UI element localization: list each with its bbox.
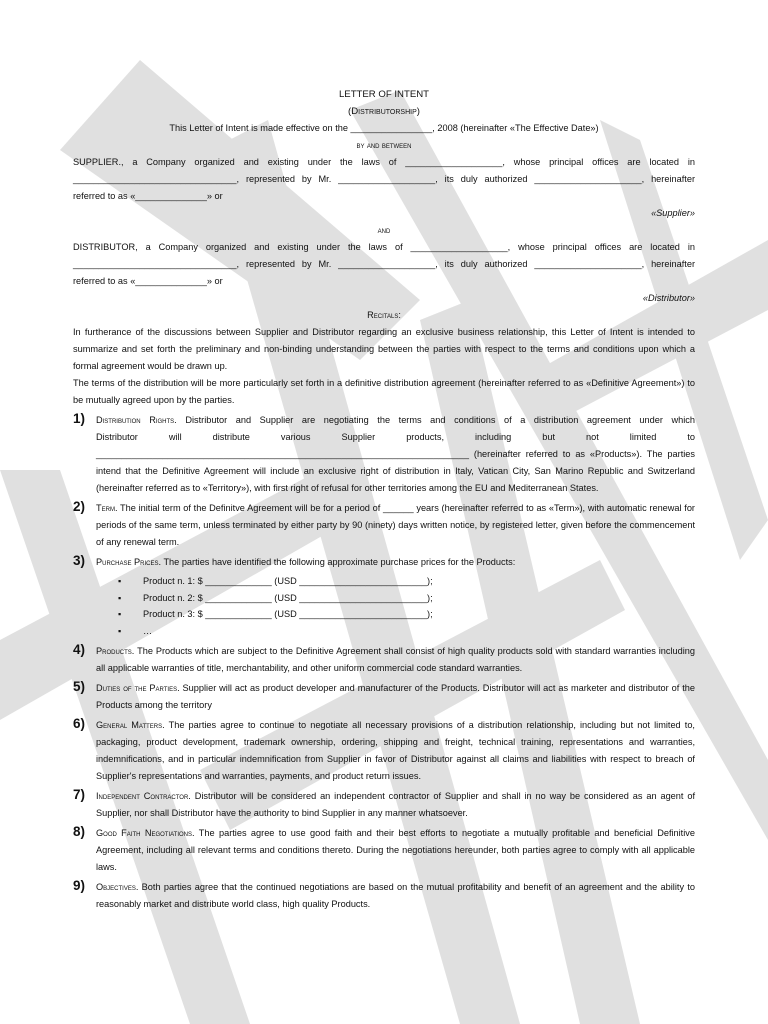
by-and-between: by and between bbox=[356, 140, 412, 150]
clause-number: 5) bbox=[73, 679, 86, 694]
clause-number: 1) bbox=[73, 411, 86, 426]
clause-text: The parties agree to continue to negotiate all necessary provisions of a distribution relationship, including but not limited to, packaging, product development, trademark ownership, ordering, shipping and freight, technical training, representations and warranties, indemnifications, and in particular indemnification from Supplier in favor of Distributor against all claims and liabilities with respect to breach of Supplier's representations and warranties, payments, and product return issues. bbox=[96, 720, 695, 781]
clause-heading: Duties of the Parties. bbox=[96, 683, 180, 693]
clause-text-line-2: Distributor will distribute various Supplier products, including but not limited to bbox=[96, 432, 695, 442]
clause-8 bbox=[73, 825, 695, 876]
clause-3 bbox=[73, 554, 695, 571]
distributor-line-1: DISTRIBUTOR, a Company organized and existing under the laws of ___________________, whose principal offices are located in bbox=[73, 242, 695, 252]
clause-1 bbox=[73, 412, 695, 497]
supplier-block bbox=[73, 154, 695, 222]
clause-heading: Independent Contractor. bbox=[96, 791, 191, 801]
clause-text: _________________________________________________________________________ (hereinafter referred to as «Products»). The parties intend that the Definitive Agreement will include an exclusive right of distribution in Italy, Vatican City, San Marino Republic and Switzerland (hereinafter referred as to «Territory»), with first right of refusal for other territories among the EU and Mediterranean States. bbox=[96, 449, 695, 493]
clause-text: Distributor will be considered an independent contractor of Supplier and shall in no way be considered as an agent of Supplier, nor shall Distributor have the authority to bind Supplier in any manner whatsoever. bbox=[96, 791, 695, 818]
recitals-paragraph-1: In furtherance of the discussions between Supplier and Distributor regarding an exclusive business relationship, this Letter of Intent is intended to summarize and set forth the preliminary and non-binding understanding between the parties with respect to the terms and conditions upon which a formal agreement would be drawn up. bbox=[73, 327, 695, 371]
clause-5 bbox=[73, 680, 695, 714]
clause-number: 8) bbox=[73, 824, 86, 839]
clause-text: Supplier will act as product developer and manufacturer of the Products. Distributor will act as marketer and distributor of the Products among the territory bbox=[96, 683, 695, 710]
clause-6 bbox=[73, 717, 695, 785]
clause-number: 3) bbox=[73, 553, 86, 568]
clause-number: 7) bbox=[73, 787, 86, 802]
clause-text: The parties have identified the following approximate purchase prices for the Products: bbox=[163, 557, 516, 567]
clause-9 bbox=[73, 879, 695, 913]
price-list bbox=[73, 573, 695, 639]
clause-4 bbox=[73, 643, 695, 677]
price-item-4: ▪ … bbox=[118, 623, 695, 640]
and-separator: and bbox=[377, 225, 391, 235]
distributor-tag: «Distributor» bbox=[642, 293, 695, 303]
clause-number: 9) bbox=[73, 878, 86, 893]
supplier-tag: «Supplier» bbox=[651, 208, 695, 218]
document-title: LETTER OF INTENT bbox=[338, 89, 430, 100]
price-item-1: ▪ Product n. 1: $ _____________ (USD _________________________); bbox=[118, 573, 695, 590]
clause-heading: Purchase Prices. bbox=[96, 557, 162, 567]
clause-number: 4) bbox=[73, 642, 86, 657]
clause-text: The initial term of the Definitve Agreement will be for a period of ______ years (hereinafter referred to as «Term»), with automatic renewal for periods of the same term, unless terminated by either party by 90 (ninety) days written notice, by registered letter, given before the commencement of any renewal term. bbox=[96, 503, 695, 547]
distributor-line-3: referred to as «______________» or bbox=[73, 276, 223, 286]
supplier-line-2: ________________________________, represented by Mr. ___________________, its duly authorized _____________________, hereinafter bbox=[73, 174, 695, 184]
clause-heading: Term. bbox=[96, 503, 118, 513]
clause-number: 6) bbox=[73, 716, 86, 731]
clause-heading: Objectives. bbox=[96, 882, 139, 892]
distributor-block bbox=[73, 239, 695, 307]
clause-7 bbox=[73, 788, 695, 822]
clause-text-line-1: Distributor and Supplier are negotiating the terms and conditions of a distribution agreement under which bbox=[185, 415, 695, 425]
clause-2 bbox=[73, 500, 695, 551]
effective-date-line: This Letter of Intent is made effective on the ________________, 2008 (hereinafter «The Effective Date») bbox=[169, 123, 599, 133]
clause-text: The parties agree to use good faith and their best efforts to negotiate a mutually profitable and beneficial Definitive Agreement, including all relevant terms and conditions thereto. During the negotiations hereunder, both parties agree to comply with all applicable laws. bbox=[96, 828, 695, 872]
distributor-line-2: ________________________________, represented by Mr. ___________________, its duly authorized _____________________, hereinafter bbox=[73, 259, 695, 269]
clause-heading: Products. bbox=[96, 646, 135, 656]
supplier-line-3: referred to as «______________» or bbox=[73, 191, 223, 201]
document-page bbox=[73, 86, 695, 913]
clause-text: Both parties agree that the continued negotiations are based on the mutual profitability and benefit of an agreement and the ability to reasonably market and distribute world class, high quality Products. bbox=[96, 882, 695, 909]
price-item-3: ▪ Product n. 3: $ _____________ (USD _________________________); bbox=[118, 606, 695, 623]
document-subtitle: (Distributorship) bbox=[348, 106, 420, 117]
supplier-line-1: SUPPLIER., a Company organized and existing under the laws of ___________________, whose principal offices are located in bbox=[73, 157, 695, 167]
price-item-2: ▪ Product n. 2: $ _____________ (USD _________________________); bbox=[118, 590, 695, 607]
clause-heading: Good Faith Negotiations. bbox=[96, 828, 195, 838]
clause-heading: General Matters. bbox=[96, 720, 165, 730]
clause-text: The Products which are subject to the Definitive Agreement shall consist of high quality products sold with standard warranties including all applicable warranties of title, merchantability, and other uniform commercial code standard warranties. bbox=[96, 646, 695, 673]
recitals-paragraph-2: The terms of the distribution will be more particularly set forth in a definitive distribution agreement (hereinafter referred to as «Definitive Agreement») to be mutually agreed upon by the parties. bbox=[73, 378, 695, 405]
clause-heading: Distribution Rights. bbox=[96, 415, 177, 425]
clause-number: 2) bbox=[73, 499, 86, 514]
recitals-heading: Recitals: bbox=[367, 310, 401, 320]
